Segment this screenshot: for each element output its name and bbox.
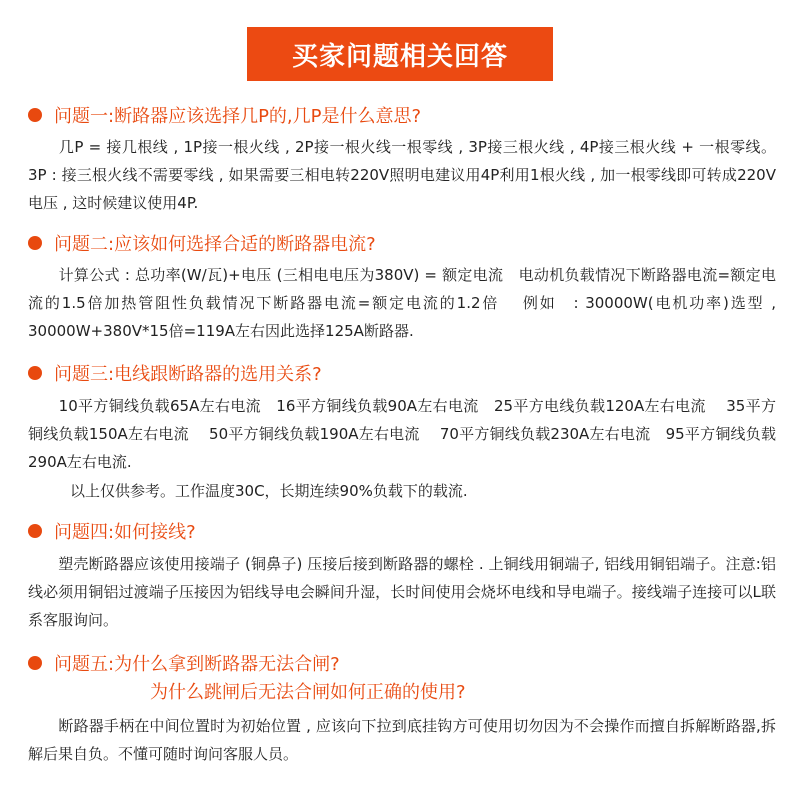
question-1-title-text: 问题一:断路器应该选择几P的,几P是什么意思? bbox=[54, 106, 422, 127]
page-title-banner bbox=[247, 27, 553, 81]
page-title: 买家问题相关回答 bbox=[291, 41, 508, 72]
question-3-title bbox=[28, 360, 322, 386]
question-5-answer: 断路器手柄在中间位置时为初始位置 , 应该向下拉到底挂钩方可使用切勿因为不会操作而擅自拆解断路器,拆解后果自负。不懂可随时询问客服人员。 bbox=[28, 717, 776, 763]
bullet-icon bbox=[28, 236, 42, 250]
question-5-subtitle: 为什么跳闸后无法合闸如何正确的使用? bbox=[150, 682, 466, 703]
question-2-title-text: 问题二:应该如何选择合适的断路器电流? bbox=[54, 234, 376, 255]
bullet-icon bbox=[28, 108, 42, 122]
bullet-icon bbox=[28, 366, 42, 380]
question-4-answer: 塑壳断路器应该使用接端子 (铜鼻子) 压接后接到断路器的螺栓 . 上铜线用铜端子, 铝线用铜铝端子。注意:铝线必须用铜铝过渡端子压接因为铝线导电会瞬间升湿，长时间使用会烧坏电线和导电端子。接线端子连接可以L联系客服询问。 bbox=[28, 555, 776, 629]
question-3-title-text: 问题三:电线跟断路器的选用关系? bbox=[54, 364, 322, 385]
question-1-title bbox=[28, 102, 421, 128]
question-4-title-text: 问题四:如何接线? bbox=[54, 522, 196, 543]
question-2-answer: 计算公式 : 总功率(W/瓦)+电压 (三相电电压为380V) = 额定电流 电动机负载情况下断路器电流=额定电流的1.5倍加热管阻性负载情况下断路器电流=额定电流的1.2倍 例如 : 30000W(电机功率)选型 , 30000W+380V*15倍=119A左右因此选择125A断路器. bbox=[28, 266, 776, 340]
bullet-icon bbox=[28, 524, 42, 538]
question-2-title bbox=[28, 230, 376, 256]
question-3-answer: 10平方铜线负载65A左右电流 16平方铜线负载90A左右电流 25平方电线负载120A左右电流 35平方铜线负载150A左右电流 50平方铜线负载190A左右电流 70平方铜线负载230A左右电流 95平方铜线负载290A左右电流. bbox=[28, 397, 776, 471]
question-4-title bbox=[28, 518, 196, 544]
bullet-icon bbox=[28, 656, 42, 670]
question-5-title bbox=[28, 650, 340, 676]
question-3-note: 以上仅供参考。工作温度30C，长期连续90%负载下的载流. bbox=[70, 482, 468, 500]
question-5-title-text: 问题五:为什么拿到断路器无法合闸? bbox=[54, 654, 340, 675]
question-1-answer: 几P = 接几根线 , 1P接一根火线 , 2P接一根火线一根零线 , 3P接三根火线 , 4P接三根火线 + 一根零线。 3P : 接三根火线不需要零线 , 如果需要三相电转220V照明电建议用4P利用1根火线 , 加一根零线即可转成220V电压 , 这时候建议使用4P. bbox=[28, 138, 776, 212]
